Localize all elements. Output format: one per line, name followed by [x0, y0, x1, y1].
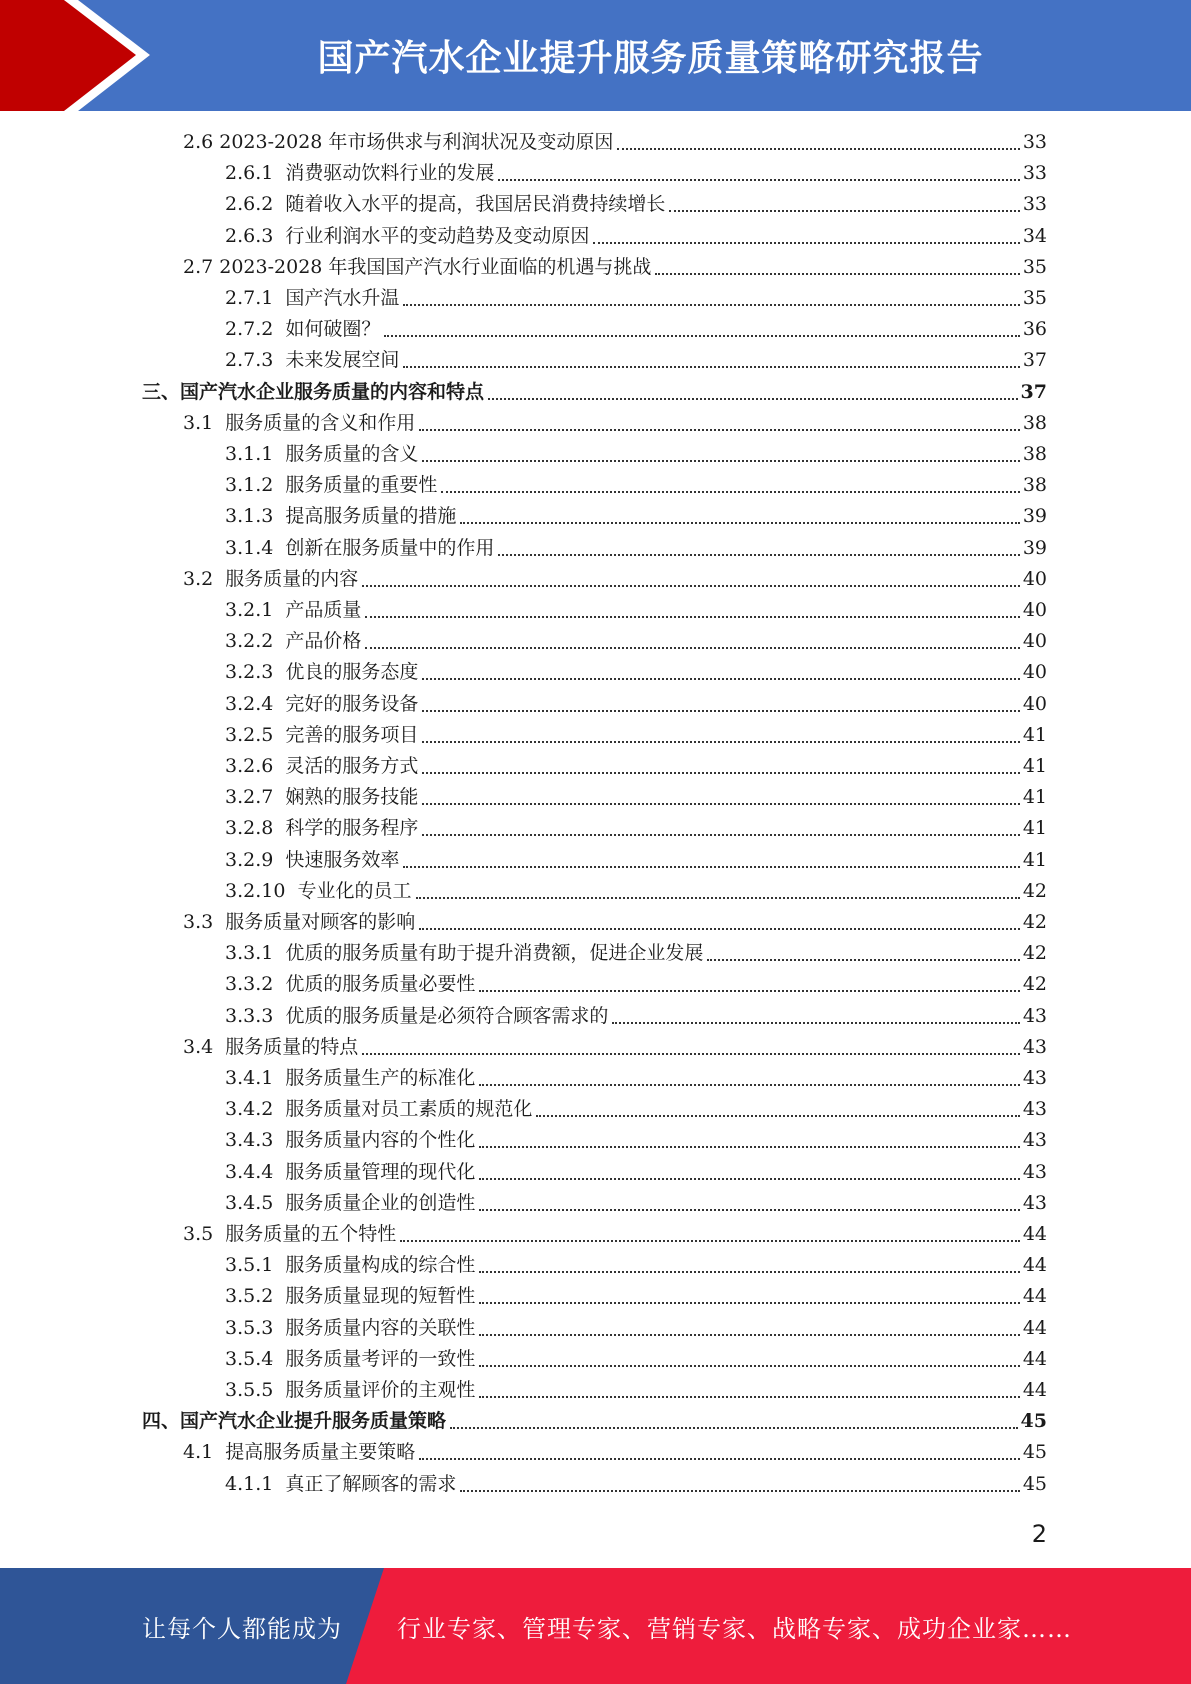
toc-entry-label: 3.4.5 服务质量企业的创造性	[225, 1191, 476, 1214]
toc-entry-page: 43	[1022, 1129, 1047, 1152]
toc-entry[interactable]	[225, 689, 1047, 720]
toc-entry[interactable]	[225, 1250, 1047, 1281]
toc-entry-page: 40	[1022, 599, 1047, 621]
toc-dot-leader	[460, 522, 1019, 524]
toc-dot-leader	[707, 959, 1019, 961]
toc-dot-leader	[416, 897, 1020, 899]
toc-entry-page: 44	[1022, 1316, 1047, 1339]
toc-entry-label: 3.2.7 娴熟的服务技能	[225, 786, 419, 809]
toc-entry[interactable]	[225, 1001, 1047, 1032]
toc-entry-page: 44	[1022, 1285, 1047, 1308]
toc-entry-label: 3.5.2 服务质量显现的短暂性	[225, 1285, 476, 1308]
toc-entry[interactable]	[225, 221, 1047, 252]
toc-dot-leader	[617, 148, 1019, 150]
toc-entry-page: 35	[1022, 287, 1047, 309]
toc-entry[interactable]	[142, 377, 1047, 408]
footer-slogan-right: 行业专家、管理专家、营销专家、战略专家、成功企业家……	[397, 1614, 1072, 1643]
toc-dot-leader	[365, 616, 1019, 618]
toc-entry-label: 3.3 服务质量对顾客的影响	[183, 911, 416, 933]
toc-entry[interactable]	[225, 1313, 1047, 1344]
toc-dot-leader	[365, 647, 1019, 649]
toc-entry-page: 35	[1022, 255, 1047, 278]
toc-dot-leader	[403, 366, 1019, 368]
toc-entry-page: 36	[1022, 318, 1047, 341]
toc-dot-leader	[441, 491, 1019, 493]
toc-entry-label: 3.2.1 产品质量	[225, 599, 362, 621]
toc-entry[interactable]	[225, 283, 1047, 314]
toc-entry-label: 3.1.4 创新在服务质量中的作用	[225, 536, 495, 559]
toc-entry-label: 3.5 服务质量的五个特性	[183, 1223, 397, 1245]
toc-entry[interactable]	[225, 657, 1047, 688]
toc-entry-page: 34	[1022, 224, 1047, 247]
toc-entry[interactable]	[225, 1375, 1047, 1406]
toc-dot-leader	[422, 460, 1019, 462]
toc-entry-label: 3.1 服务质量的含义和作用	[183, 411, 416, 434]
toc-dot-leader	[422, 772, 1019, 774]
toc-entry[interactable]	[142, 1406, 1047, 1437]
toc-dot-leader	[419, 429, 1020, 431]
toc-entry-page: 44	[1022, 1254, 1047, 1277]
toc-dot-leader	[498, 179, 1019, 181]
toc-entry-label: 3.2.3 优良的服务态度	[225, 661, 419, 684]
toc-entry[interactable]	[225, 595, 1047, 626]
toc-entry-page: 33	[1022, 193, 1047, 216]
toc-entry-label: 3.1.3 提高服务质量的措施	[225, 505, 457, 528]
toc-entry-label: 2.7 2023-2028 年我国国产汽水行业面临的机遇与挑战	[183, 255, 652, 278]
toc-entry-page: 42	[1022, 911, 1047, 933]
toc-entry-label: 3.2.2 产品价格	[225, 630, 362, 653]
toc-entry-label: 2.7.1 国产汽水升温	[225, 287, 400, 309]
toc-entry-page: 37	[1022, 349, 1047, 372]
toc-dot-leader	[479, 1146, 1019, 1148]
toc-entry-label: 3.4.4 服务质量管理的现代化	[225, 1160, 476, 1183]
toc-entry-page: 41	[1022, 817, 1047, 840]
toc-dot-leader	[479, 1365, 1019, 1367]
toc-dot-leader	[479, 1271, 1019, 1273]
toc-entry[interactable]	[183, 1437, 1047, 1468]
toc-entry[interactable]	[225, 533, 1047, 564]
toc-entry-page: 40	[1022, 661, 1047, 684]
toc-entry[interactable]	[225, 1469, 1047, 1500]
toc-entry-label: 3.5.4 服务质量考评的一致性	[225, 1347, 476, 1370]
toc-entry[interactable]	[183, 564, 1047, 595]
toc-entry-label: 3.1.1 服务质量的含义	[225, 443, 419, 465]
toc-dot-leader	[479, 1334, 1019, 1336]
toc-entry-page: 44	[1022, 1223, 1047, 1245]
toc-entry-label: 3.2.5 完善的服务项目	[225, 723, 419, 746]
toc-entry-label: 2.6.2 随着收入水平的提高，我国居民消费持续增长	[225, 193, 666, 216]
toc-entry-label: 3.3.1 优质的服务质量有助于提升消费额，促进企业发展	[225, 942, 704, 965]
toc-dot-leader	[479, 990, 1019, 992]
toc-dot-leader	[655, 273, 1019, 275]
toc-entry-page: 42	[1022, 973, 1047, 996]
toc-dot-leader	[450, 1427, 1018, 1429]
toc-entry[interactable]	[225, 938, 1047, 969]
toc-entry[interactable]	[225, 1281, 1047, 1312]
toc-entry-label: 3.2.8 科学的服务程序	[225, 817, 419, 840]
toc-dot-leader	[479, 1302, 1019, 1304]
toc-entry[interactable]	[183, 1032, 1047, 1063]
red-arrow-decoration	[0, 0, 150, 111]
toc-entry-page: 45	[1020, 1410, 1047, 1433]
toc-entry-label: 三、国产汽水企业服务质量的内容和特点	[142, 380, 485, 403]
toc-entry-page: 33	[1022, 131, 1047, 153]
toc-entry[interactable]	[225, 314, 1047, 345]
toc-entry-page: 44	[1022, 1347, 1047, 1370]
toc-entry-page: 41	[1022, 848, 1047, 871]
toc-entry-page: 38	[1022, 474, 1047, 497]
toc-entry-page: 37	[1020, 380, 1047, 403]
toc-entry-page: 45	[1022, 1441, 1047, 1464]
toc-dot-leader	[479, 1178, 1019, 1180]
toc-entry[interactable]	[183, 408, 1047, 439]
toc-entry-page: 42	[1022, 879, 1047, 902]
toc-entry-label: 3.5.5 服务质量评价的主观性	[225, 1379, 476, 1401]
toc-entry-label: 3.1.2 服务质量的重要性	[225, 474, 438, 497]
toc-dot-leader	[403, 304, 1019, 306]
toc-entry-page: 43	[1022, 1067, 1047, 1089]
toc-dot-leader	[422, 741, 1019, 743]
toc-dot-leader	[422, 710, 1019, 712]
toc-entry-label: 3.2.4 完好的服务设备	[225, 692, 419, 715]
toc-dot-leader	[419, 928, 1020, 930]
toc-entry[interactable]	[225, 501, 1047, 532]
footer-banner	[0, 1568, 1191, 1684]
toc-entry[interactable]	[225, 1157, 1047, 1188]
toc-entry[interactable]	[225, 845, 1047, 876]
toc-entry-page: 42	[1022, 942, 1047, 965]
toc-entry[interactable]	[225, 876, 1047, 907]
toc-entry-label: 3.3.3 优质的服务质量是必须符合顾客需求的	[225, 1004, 609, 1027]
toc-dot-leader	[479, 1209, 1019, 1211]
toc-entry-page: 41	[1022, 755, 1047, 777]
toc-entry-label: 3.4.1 服务质量生产的标准化	[225, 1067, 476, 1089]
toc-entry-label: 3.5.1 服务质量构成的综合性	[225, 1254, 476, 1277]
toc-entry[interactable]	[225, 782, 1047, 813]
toc-entry-label: 3.5.3 服务质量内容的关联性	[225, 1316, 476, 1339]
toc-dot-leader	[488, 398, 1018, 400]
toc-entry-page: 43	[1022, 1191, 1047, 1214]
toc-dot-leader	[536, 1115, 1019, 1117]
report-title: 国产汽水企业提升服务质量策略研究报告	[317, 38, 984, 79]
toc-entry-label: 3.4.2 服务质量对员工素质的规范化	[225, 1098, 533, 1121]
toc-dot-leader	[422, 834, 1019, 836]
toc-entry-page: 40	[1022, 630, 1047, 653]
toc-entry-label: 2.7.2 如何破圈？	[225, 318, 381, 341]
toc-entry-label: 3.2.10 专业化的员工	[225, 879, 412, 902]
toc-dot-leader	[422, 803, 1019, 805]
toc-entry-page: 33	[1022, 162, 1047, 185]
toc-entry-label: 四、国产汽水企业提升服务质量策略	[142, 1410, 447, 1433]
toc-entry-page: 38	[1022, 411, 1047, 434]
toc-dot-leader	[479, 1396, 1019, 1398]
toc-entry[interactable]	[183, 907, 1047, 938]
toc-entry[interactable]	[183, 252, 1047, 283]
toc-entry-page: 41	[1022, 723, 1047, 746]
toc-dot-leader	[419, 1458, 1020, 1460]
toc-entry-page: 38	[1022, 443, 1047, 465]
toc-entry-page: 45	[1022, 1472, 1047, 1495]
toc-entry-label: 3.3.2 优质的服务质量必要性	[225, 973, 476, 996]
toc-entry-page: 43	[1022, 1160, 1047, 1183]
toc-dot-leader	[460, 1490, 1019, 1492]
toc-entry-page: 41	[1022, 786, 1047, 809]
toc-dot-leader	[362, 1053, 1020, 1055]
toc-entry[interactable]	[225, 813, 1047, 844]
toc-entry[interactable]	[225, 720, 1047, 751]
toc-dot-leader	[400, 1240, 1020, 1242]
toc-entry[interactable]	[225, 1125, 1047, 1156]
toc-dot-leader	[422, 678, 1019, 680]
toc-entry-page: 43	[1022, 1035, 1047, 1058]
toc-entry-label: 2.6 2023-2028 年市场供求与利润状况及变动原因	[183, 131, 614, 153]
toc-entry-label: 3.4.3 服务质量内容的个性化	[225, 1129, 476, 1152]
toc-entry[interactable]	[225, 158, 1047, 189]
toc-entry[interactable]	[225, 1344, 1047, 1375]
toc-entry[interactable]	[225, 751, 1047, 782]
toc-entry[interactable]	[225, 1094, 1047, 1125]
toc-entry[interactable]	[225, 1188, 1047, 1219]
toc-entry-page: 40	[1022, 567, 1047, 590]
toc-entry[interactable]	[225, 969, 1047, 1000]
footer-slogan-left: 让每个人都能成为	[142, 1614, 342, 1643]
toc-entry-page: 44	[1022, 1379, 1047, 1401]
toc-entry-label: 3.2.6 灵活的服务方式	[225, 755, 419, 777]
header-banner	[0, 0, 1191, 111]
toc-entry-label: 3.2.9 快速服务效率	[225, 848, 400, 871]
toc-entry-label: 3.2 服务质量的内容	[183, 567, 359, 590]
toc-dot-leader	[669, 210, 1019, 212]
toc-entry-page: 43	[1022, 1004, 1047, 1027]
toc-dot-leader	[593, 242, 1019, 244]
toc-dot-leader	[403, 866, 1019, 868]
toc-entry-label: 2.6.1 消费驱动饮料行业的发展	[225, 162, 495, 185]
toc-dot-leader	[612, 1022, 1019, 1024]
toc-entry[interactable]	[225, 345, 1047, 376]
toc-entry-label: 2.6.3 行业利润水平的变动趋势及变动原因	[225, 224, 590, 247]
toc-entry[interactable]	[225, 626, 1047, 657]
page-number: 2	[1031, 1520, 1047, 1548]
toc-entry-page: 39	[1022, 505, 1047, 528]
toc-entry[interactable]	[183, 127, 1047, 158]
toc-entry[interactable]	[225, 470, 1047, 501]
toc-entry-label: 4.1.1 真正了解顾客的需求	[225, 1472, 457, 1495]
toc-entry-page: 39	[1022, 536, 1047, 559]
toc-dot-leader	[498, 554, 1019, 556]
toc-entry[interactable]	[225, 189, 1047, 220]
toc-dot-leader	[362, 585, 1020, 587]
toc-entry-label: 3.4 服务质量的特点	[183, 1035, 359, 1058]
toc-dot-leader	[479, 1084, 1019, 1086]
toc-entry[interactable]	[225, 1063, 1047, 1094]
toc-entry[interactable]	[183, 1219, 1047, 1250]
toc-entry-label: 4.1 提高服务质量主要策略	[183, 1441, 416, 1464]
toc-entry-page: 40	[1022, 692, 1047, 715]
toc-dot-leader	[384, 335, 1019, 337]
toc-entry-page: 43	[1022, 1098, 1047, 1121]
toc-entry-label: 2.7.3 未来发展空间	[225, 349, 400, 372]
toc-entry[interactable]	[225, 439, 1047, 470]
